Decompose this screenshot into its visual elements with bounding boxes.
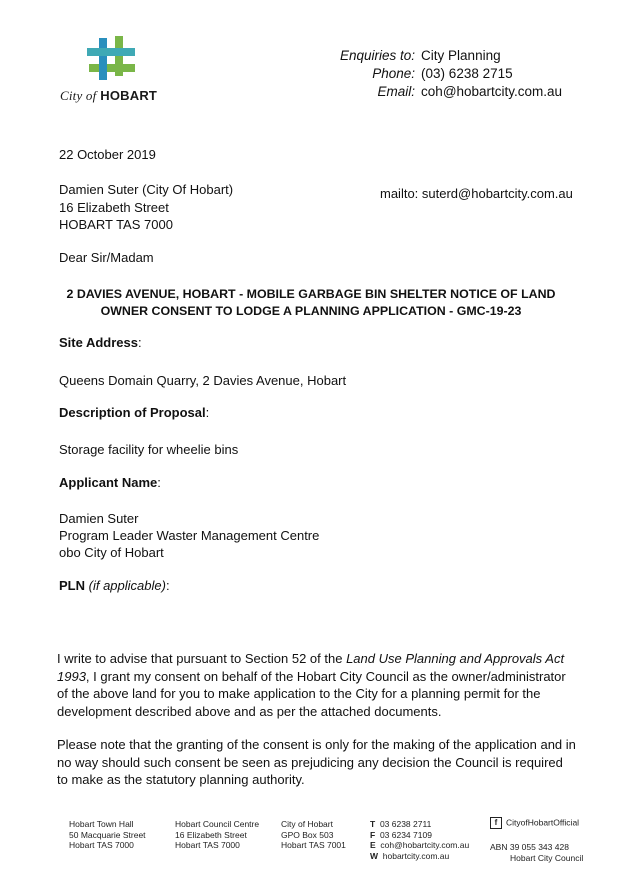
footer-postal: City of Hobart GPO Box 503 Hobart TAS 7001	[281, 819, 346, 850]
recipient-city: HOBART TAS 7000	[59, 217, 173, 232]
footer-town-hall: Hobart Town Hall 50 Macquarie Street Hobart TAS 7000	[69, 819, 146, 850]
applicant-name: Damien Suter	[59, 511, 139, 526]
recipient-address	[59, 181, 233, 234]
applicant-heading: Applicant Name:	[59, 475, 161, 490]
applicant-title: Program Leader Waster Management Centre	[59, 528, 320, 543]
site-address-heading: Site Address:	[59, 335, 142, 350]
mailto-link[interactable]: mailto: suterd@hobartcity.com.au	[380, 186, 573, 201]
email-label: Email:	[377, 84, 416, 99]
subject-line-1: 2 DAVIES AVENUE, HOBART - MOBILE GARBAGE BIN SHELTER NOTICE OF LAND	[66, 287, 556, 301]
phone-label: Phone:	[372, 66, 416, 81]
proposal-value: Storage facility for wheelie bins	[59, 442, 239, 457]
subject-line-2: OWNER CONSENT TO LODGE A PLANNING APPLICATION - GMC-19-23	[100, 304, 522, 318]
pln-note: (if applicable)	[88, 578, 166, 593]
enquiries-value: City Planning	[421, 48, 501, 63]
letter-subject	[48, 286, 574, 320]
applicant-details	[59, 510, 319, 561]
proposal-heading: Description of Proposal:	[59, 405, 210, 420]
act-title: Land Use Planning and Approvals Act 1993	[57, 651, 565, 684]
footer-contact: T 03 6238 2711 F 03 6234 7109 E coh@hobartcity.com.au W hobartcity.com.au	[370, 819, 470, 861]
email-value: coh@hobartcity.com.au	[421, 84, 563, 99]
logo-wordmark: City of HOBART	[60, 88, 158, 103]
footer-council-centre: Hobart Council Centre 16 Elizabeth Street Hobart TAS 7000	[175, 819, 260, 850]
hobart-cross-logo-icon	[85, 36, 137, 84]
site-address-value: Queens Domain Quarry, 2 Davies Avenue, Hobart	[59, 373, 347, 388]
city-of-hobart-logo	[60, 36, 170, 104]
salutation: Dear Sir/Madam	[59, 250, 154, 265]
pln-heading: PLN (if applicable):	[59, 578, 170, 593]
facebook-icon: f	[490, 817, 502, 829]
recipient-street: 16 Elizabeth Street	[59, 199, 169, 215]
consent-paragraph: I write to advise that pursuant to Section 52 of the Land Use Planning and Approvals Act 1993, I grant my consent on behalf of the Hobart City Council as the owner/administrator of the above land for you to make application to the City for a planning permit for the development described above and as per the attached documents.	[57, 651, 566, 719]
applicant-org: obo City of Hobart	[59, 545, 164, 560]
note-paragraph: Please note that the granting of the consent is only for the making of the application and in no way should such consent be seen as prejudicing any decision the Council is required to make as the statutory planning authority.	[57, 737, 576, 787]
letter-date: 22 October 2019	[59, 147, 156, 162]
footer-abn: ABN 39 055 343 428 Hobart City Council	[490, 842, 584, 863]
footer-facebook[interactable]: f CityofHobartOfficial	[490, 817, 579, 829]
enquiries-block	[340, 47, 562, 101]
enquiries-label: Enquiries to:	[340, 48, 416, 63]
phone-value: (03) 6238 2715	[421, 66, 513, 81]
recipient-name: Damien Suter (City Of Hobart)	[59, 182, 234, 197]
